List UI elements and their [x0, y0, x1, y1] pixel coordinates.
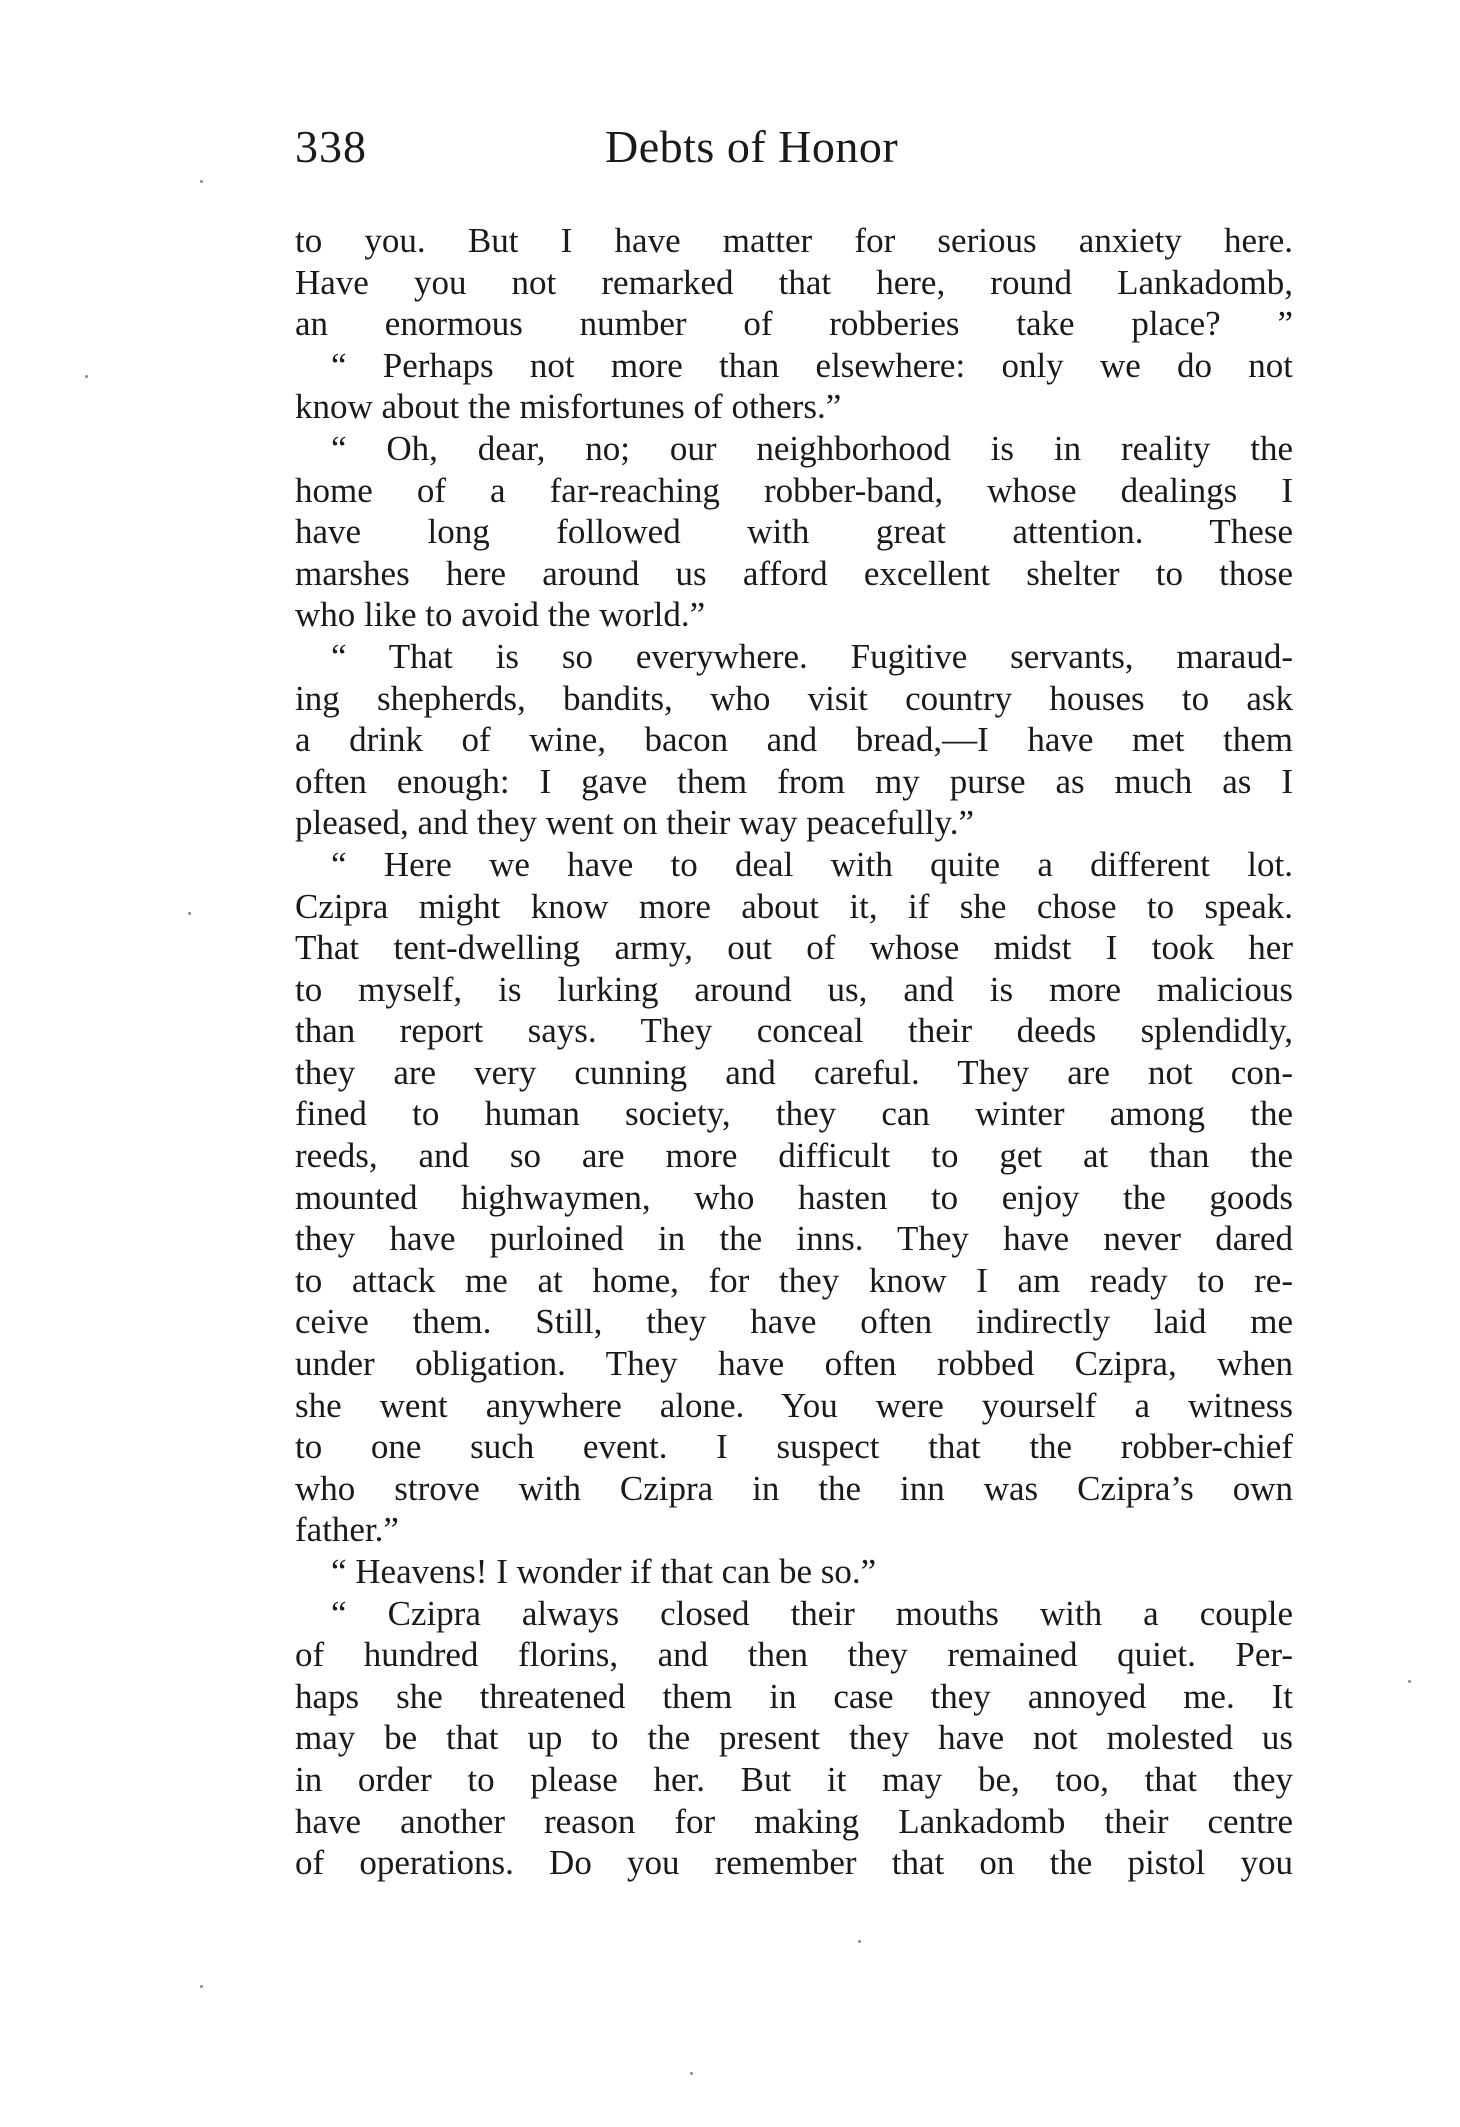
text-line: “ Here we have to deal with quite a different lot. [331, 844, 1293, 884]
text-line: a drink of wine, bacon and bread,—I have met them [295, 720, 1293, 760]
text-line: father.” [295, 1510, 399, 1550]
text-line: ing shepherds, bandits, who visit country houses to ask [295, 678, 1293, 718]
text-line: “ That is so everywhere. Fugitive servants, maraud- [331, 636, 1293, 676]
scan-speck [858, 1940, 861, 1943]
text-line: often enough: I gave them from my purse as much as I [295, 761, 1293, 801]
text-line: who like to avoid the world.” [295, 595, 706, 635]
scan-speck [85, 375, 88, 378]
text-line: than report says. They conceal their deeds splendidly, [295, 1011, 1293, 1051]
text-line: reeds, and so are more difficult to get at than the [295, 1136, 1293, 1176]
text-line: of hundred florins, and then they remained quiet. Per- [295, 1635, 1293, 1675]
page-number: 338 [295, 121, 367, 172]
text-line: fined to human society, they can winter among the [295, 1094, 1293, 1134]
scan-speck [690, 2072, 693, 2075]
body-text [295, 220, 1293, 1884]
text-line: an enormous number of robberies take place? ” [295, 304, 1293, 344]
running-head-title: Debts of Honor [605, 121, 899, 172]
text-line: marshes here around us afford excellent shelter to those [295, 553, 1293, 593]
text-line: of operations. Do you remember that on the pistol you [295, 1843, 1293, 1883]
text-line: know about the misfortunes of others.” [295, 387, 842, 427]
text-line: “ Czipra always closed their mouths with a couple [331, 1593, 1293, 1633]
text-line: she went anywhere alone. You were yourself a witness [295, 1385, 1293, 1425]
text-line: have another reason for making Lankadomb their centre [295, 1801, 1293, 1841]
text-line: “ Oh, dear, no; our neighborhood is in reality the [331, 428, 1293, 468]
text-line: they have purloined in the inns. They have never dared [295, 1219, 1293, 1259]
text-line: to myself, is lurking around us, and is more malicious [295, 969, 1293, 1009]
text-line: have long followed with great attention. These [295, 512, 1293, 552]
text-line: pleased, and they went on their way peacefully.” [295, 803, 974, 843]
text-line: That tent-dwelling army, out of whose midst I took her [295, 928, 1293, 968]
running-head [295, 112, 1293, 182]
scan-speck [1408, 1680, 1411, 1683]
scan-speck [200, 1985, 203, 1988]
text-line: in order to please her. But it may be, too, that they [295, 1759, 1293, 1799]
text-line: ceive them. Still, they have often indirectly laid me [295, 1302, 1293, 1342]
text-line: “ Heavens! I wonder if that can be so.” [331, 1552, 877, 1591]
scan-speck [188, 912, 191, 915]
text-line: Have you not remarked that here, round Lankadomb, [295, 262, 1293, 302]
text-line: they are very cunning and careful. They are not con- [295, 1052, 1293, 1092]
text-line: to you. But I have matter for serious anxiety here. [295, 221, 1293, 260]
text-line: haps she threatened them in case they annoyed me. It [295, 1676, 1293, 1716]
text-line: to one such event. I suspect that the robber-chief [295, 1427, 1293, 1467]
scan-speck [200, 180, 203, 183]
text-line: who strove with Czipra in the inn was Czipra’s own [295, 1468, 1293, 1508]
text-line: under obligation. They have often robbed Czipra, when [295, 1344, 1293, 1384]
text-line: “ Perhaps not more than elsewhere: only we do not [331, 345, 1293, 385]
text-line: may be that up to the present they have not molested us [295, 1718, 1293, 1758]
text-line: Czipra might know more about it, if she chose to speak. [295, 886, 1293, 926]
text-line: to attack me at home, for they know I am ready to re- [295, 1260, 1293, 1300]
text-line: home of a far-reaching robber-band, whose dealings I [295, 470, 1293, 510]
text-line: mounted highwaymen, who hasten to enjoy the goods [295, 1177, 1293, 1217]
